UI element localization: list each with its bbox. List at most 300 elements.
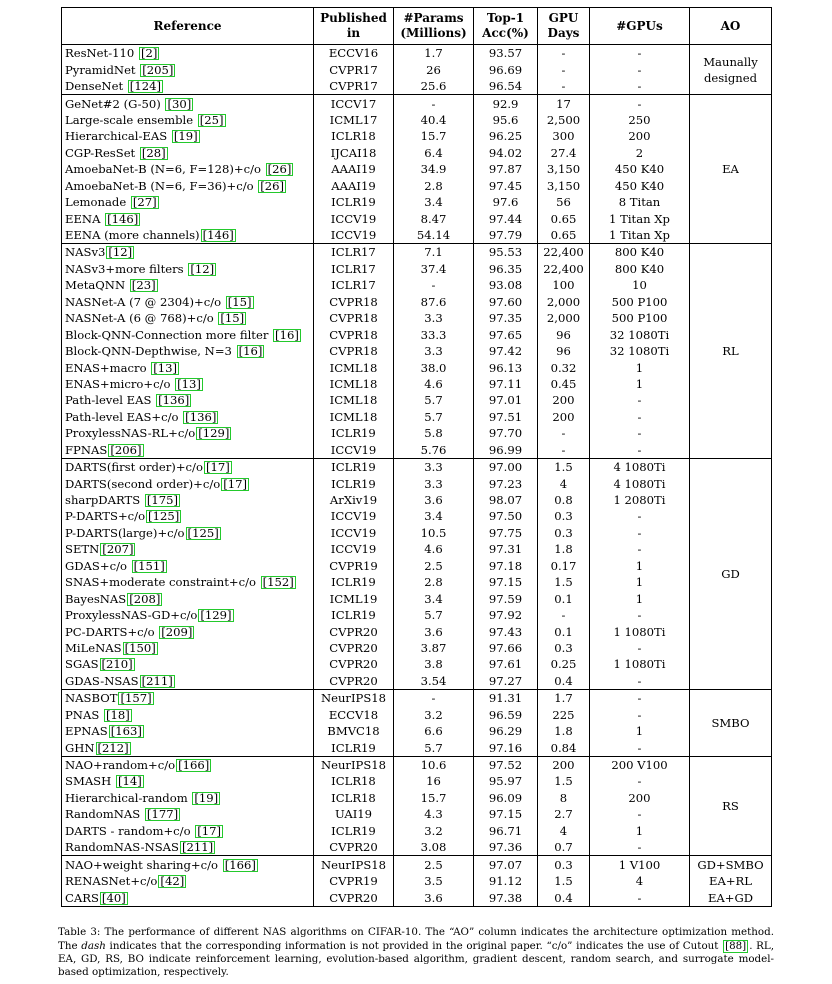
gpus-cell: - bbox=[590, 889, 690, 906]
params-cell: 3.2 bbox=[394, 823, 474, 839]
citation-link[interactable]: [15] bbox=[220, 311, 245, 326]
gpus-cell: 1 bbox=[590, 590, 690, 606]
gpus-cell: - bbox=[590, 773, 690, 789]
params-cell: 3.3 bbox=[394, 343, 474, 359]
gpus-cell: 32 1080Ti bbox=[590, 343, 690, 359]
table-row bbox=[62, 790, 772, 806]
gpu-days-cell: 0.17 bbox=[538, 558, 590, 574]
published-cell: NeurIPS18 bbox=[314, 756, 394, 773]
gpu-days-cell: 1.5 bbox=[538, 458, 590, 475]
citation-link[interactable]: [152] bbox=[262, 575, 294, 590]
published-cell: ICML18 bbox=[314, 409, 394, 425]
gpu-days-cell: 1.8 bbox=[538, 723, 590, 739]
table-row bbox=[62, 178, 772, 194]
params-cell: 3.4 bbox=[394, 590, 474, 606]
published-cell: AAAI19 bbox=[314, 161, 394, 177]
reference-cell bbox=[62, 244, 314, 261]
table-row bbox=[62, 326, 772, 342]
gpus-cell: - bbox=[590, 95, 690, 112]
accuracy-cell: 97.27 bbox=[474, 673, 538, 690]
citation-link[interactable]: [125] bbox=[148, 509, 180, 524]
gpus-cell: 1 bbox=[590, 558, 690, 574]
gpu-days-cell: 0.45 bbox=[538, 376, 590, 392]
reference-cell bbox=[62, 806, 314, 822]
citation-link[interactable]: [18] bbox=[105, 707, 130, 722]
table-row bbox=[62, 839, 772, 856]
method-name: GeNet#2 (G-50) bbox=[65, 96, 165, 111]
reference-cell bbox=[62, 541, 314, 557]
table-row bbox=[62, 244, 772, 261]
params-cell: 3.87 bbox=[394, 640, 474, 656]
reference-cell bbox=[62, 145, 314, 161]
reference-cell bbox=[62, 839, 314, 856]
gpu-days-cell: - bbox=[538, 78, 590, 95]
citation-link[interactable]: [124] bbox=[129, 79, 161, 94]
published-cell: BMVC18 bbox=[314, 723, 394, 739]
gpu-days-cell: 0.1 bbox=[538, 590, 590, 606]
method-name: SNAS+moderate constraint+c/o bbox=[65, 575, 260, 590]
params-cell: 16 bbox=[394, 773, 474, 789]
gpus-cell: - bbox=[590, 541, 690, 557]
reference-cell bbox=[62, 739, 314, 756]
accuracy-cell: 97.31 bbox=[474, 541, 538, 557]
accuracy-cell: 97.00 bbox=[474, 458, 538, 475]
published-cell: ICML19 bbox=[314, 590, 394, 606]
published-cell: ICLR19 bbox=[314, 574, 394, 590]
table-row bbox=[62, 690, 772, 707]
gpu-days-cell: 4 bbox=[538, 475, 590, 491]
reference-cell bbox=[62, 78, 314, 95]
citation-link[interactable]: [208] bbox=[129, 591, 161, 606]
citation-link[interactable]: [210] bbox=[101, 657, 133, 672]
published-cell: ICLR17 bbox=[314, 261, 394, 277]
accuracy-cell: 97.66 bbox=[474, 640, 538, 656]
params-cell: 3.6 bbox=[394, 889, 474, 906]
accuracy-cell: 97.87 bbox=[474, 161, 538, 177]
citation-link[interactable]: [14] bbox=[117, 774, 142, 789]
table-row bbox=[62, 409, 772, 425]
params-cell: 10.6 bbox=[394, 756, 474, 773]
table-row bbox=[62, 112, 772, 128]
table-header-row bbox=[62, 8, 772, 45]
gpus-cell: 1 Titan Xp bbox=[590, 227, 690, 244]
gpus-cell: 200 bbox=[590, 128, 690, 144]
gpus-cell: 32 1080Ti bbox=[590, 326, 690, 342]
table-row bbox=[62, 458, 772, 475]
table-row bbox=[62, 756, 772, 773]
citation-link[interactable]: [146] bbox=[107, 211, 139, 226]
gpus-cell: - bbox=[590, 508, 690, 524]
citation-link[interactable]: [205] bbox=[142, 62, 174, 77]
accuracy-cell: 97.44 bbox=[474, 210, 538, 226]
gpus-cell: 1 bbox=[590, 359, 690, 375]
params-cell: 3.54 bbox=[394, 673, 474, 690]
accuracy-cell: 92.9 bbox=[474, 95, 538, 112]
params-cell: 3.3 bbox=[394, 475, 474, 491]
reference-cell bbox=[62, 773, 314, 789]
citation-link[interactable]: [12] bbox=[190, 261, 215, 276]
accuracy-cell: 96.59 bbox=[474, 707, 538, 723]
gpu-days-cell: - bbox=[538, 442, 590, 459]
params-cell: 38.0 bbox=[394, 359, 474, 375]
method-name: EENA bbox=[65, 211, 105, 226]
published-cell: ICLR19 bbox=[314, 475, 394, 491]
gpus-cell: 1 1080Ti bbox=[590, 656, 690, 672]
gpus-cell: - bbox=[590, 640, 690, 656]
published-cell: CVPR18 bbox=[314, 326, 394, 342]
published-cell: ICML18 bbox=[314, 392, 394, 408]
table-row bbox=[62, 873, 772, 889]
method-name: PyramidNet bbox=[65, 62, 140, 77]
published-cell: CVPR19 bbox=[314, 873, 394, 889]
published-cell: CVPR18 bbox=[314, 343, 394, 359]
published-cell: ICCV19 bbox=[314, 227, 394, 244]
accuracy-cell: 97.60 bbox=[474, 294, 538, 310]
params-cell: 40.4 bbox=[394, 112, 474, 128]
caption-part-1: Table 3: The performance of different NAS algorithms on CIFAR-10. The “AO” column indicates the architecture optimization method. The bbox=[58, 926, 774, 952]
citation-link[interactable]: [23] bbox=[131, 278, 156, 293]
published-cell: ICCV19 bbox=[314, 541, 394, 557]
params-cell: 3.2 bbox=[394, 707, 474, 723]
table-row bbox=[62, 806, 772, 822]
accuracy-cell: 97.43 bbox=[474, 623, 538, 639]
accuracy-cell: 96.71 bbox=[474, 823, 538, 839]
reference-cell bbox=[62, 95, 314, 112]
caption-part-3: . RL, EA, GD, RS, BO indicate reinforcement learning, evolution-based algorithm, gradient descent, random search, and surrogate model-based optimization, respectively. bbox=[58, 939, 774, 978]
citation-link[interactable]: [17] bbox=[205, 460, 230, 475]
citation-link[interactable]: [17] bbox=[197, 823, 222, 838]
citation-link[interactable]: [209] bbox=[161, 624, 193, 639]
table-row bbox=[62, 739, 772, 756]
header-params: #Params (Millions) bbox=[394, 8, 474, 45]
citation-link[interactable]: [129] bbox=[198, 426, 230, 441]
citation-link[interactable]: [151] bbox=[133, 558, 165, 573]
citation-link[interactable]: [163] bbox=[110, 724, 142, 739]
accuracy-cell: 91.12 bbox=[474, 873, 538, 889]
citation-link[interactable]: [19] bbox=[173, 129, 198, 144]
published-cell: ICLR18 bbox=[314, 790, 394, 806]
params-cell: - bbox=[394, 95, 474, 112]
citation-link[interactable]: [40] bbox=[101, 890, 126, 905]
method-name: ENAS+micro+c/o bbox=[65, 376, 175, 391]
accuracy-cell: 93.57 bbox=[474, 45, 538, 62]
table-row bbox=[62, 425, 772, 441]
accuracy-cell: 97.38 bbox=[474, 889, 538, 906]
header-ao: AO bbox=[690, 8, 772, 45]
citation-link[interactable]: [146] bbox=[202, 228, 234, 243]
accuracy-cell: 97.35 bbox=[474, 310, 538, 326]
table-row bbox=[62, 856, 772, 873]
gpus-cell: 800 K40 bbox=[590, 244, 690, 261]
published-cell: ICLR19 bbox=[314, 823, 394, 839]
published-cell: ICCV19 bbox=[314, 442, 394, 459]
gpu-days-cell: 0.84 bbox=[538, 739, 590, 756]
table-row bbox=[62, 294, 772, 310]
published-cell: ICLR19 bbox=[314, 425, 394, 441]
gpu-days-cell: 22,400 bbox=[538, 244, 590, 261]
method-name: Block-QNN-Connection more filter bbox=[65, 327, 273, 342]
gpus-cell: 250 bbox=[590, 112, 690, 128]
gpu-days-cell: - bbox=[538, 425, 590, 441]
citation-link[interactable]: [25] bbox=[199, 112, 224, 127]
method-name: CGP-ResSet bbox=[65, 145, 139, 160]
gpu-days-cell: 96 bbox=[538, 343, 590, 359]
published-cell: CVPR18 bbox=[314, 310, 394, 326]
gpu-days-cell: 56 bbox=[538, 194, 590, 210]
gpu-days-cell: 2,500 bbox=[538, 112, 590, 128]
gpu-days-cell: 3,150 bbox=[538, 161, 590, 177]
table-row bbox=[62, 823, 772, 839]
gpu-days-cell: 300 bbox=[538, 128, 590, 144]
method-name: DARTS(second order)+c/o bbox=[65, 476, 221, 491]
gpus-cell: 200 V100 bbox=[590, 756, 690, 773]
method-name: SGAS bbox=[65, 657, 99, 672]
method-name: NASNet-A (6 @ 768)+c/o bbox=[65, 311, 218, 326]
reference-cell bbox=[62, 343, 314, 359]
accuracy-cell: 95.53 bbox=[474, 244, 538, 261]
method-name: DenseNet bbox=[65, 79, 127, 94]
gpu-days-cell: 225 bbox=[538, 707, 590, 723]
gpus-cell: - bbox=[590, 525, 690, 541]
accuracy-cell: 96.25 bbox=[474, 128, 538, 144]
gpu-days-cell: 1.8 bbox=[538, 541, 590, 557]
gpu-days-cell: 8 bbox=[538, 790, 590, 806]
gpus-cell: 1 2080Ti bbox=[590, 492, 690, 508]
method-name: P-DARTS(large)+c/o bbox=[65, 525, 185, 540]
gpu-days-cell: 0.65 bbox=[538, 210, 590, 226]
caption-citation-link[interactable]: [88] bbox=[725, 939, 747, 952]
published-cell: ICCV19 bbox=[314, 508, 394, 524]
gpus-cell: - bbox=[590, 61, 690, 77]
gpu-days-cell: 100 bbox=[538, 277, 590, 293]
gpus-cell: - bbox=[590, 409, 690, 425]
accuracy-cell: 97.6 bbox=[474, 194, 538, 210]
citation-link[interactable]: [16] bbox=[275, 327, 299, 342]
citation-link[interactable]: [28] bbox=[141, 145, 166, 160]
params-cell: 5.7 bbox=[394, 409, 474, 425]
table-row bbox=[62, 310, 772, 326]
citation-link[interactable]: [166] bbox=[178, 758, 210, 773]
table-row bbox=[62, 277, 772, 293]
method-name: NAO+weight sharing+c/o bbox=[65, 857, 222, 872]
gpus-cell: 4 1080Ti bbox=[590, 475, 690, 491]
citation-link[interactable]: [27] bbox=[132, 195, 157, 210]
citation-link[interactable]: [157] bbox=[120, 691, 152, 706]
accuracy-cell: 95.6 bbox=[474, 112, 538, 128]
accuracy-cell: 96.54 bbox=[474, 78, 538, 95]
published-cell: CVPR17 bbox=[314, 78, 394, 95]
citation-link[interactable]: [42] bbox=[160, 874, 185, 889]
citation-link[interactable]: [16] bbox=[238, 344, 263, 359]
ao-group-cell: SMBO bbox=[690, 690, 772, 757]
method-name: PC-DARTS+c/o bbox=[65, 624, 159, 639]
citation-link[interactable]: [136] bbox=[185, 409, 217, 424]
published-cell: CVPR19 bbox=[314, 558, 394, 574]
method-name: AmoebaNet-B (N=6, F=128)+c/o bbox=[65, 162, 265, 177]
params-cell: 3.3 bbox=[394, 310, 474, 326]
method-name: Path-level EAS bbox=[65, 393, 156, 408]
reference-cell bbox=[62, 873, 314, 889]
table-row bbox=[62, 359, 772, 375]
gpus-cell: 500 P100 bbox=[590, 294, 690, 310]
gpu-days-cell: 0.25 bbox=[538, 656, 590, 672]
reference-cell bbox=[62, 656, 314, 672]
gpus-cell: - bbox=[590, 707, 690, 723]
table-row bbox=[62, 261, 772, 277]
method-name: RandomNAS-NSAS bbox=[65, 840, 179, 855]
gpus-cell: - bbox=[590, 392, 690, 408]
params-cell: 25.6 bbox=[394, 78, 474, 95]
method-name: FPNAS bbox=[65, 442, 108, 457]
gpus-cell: 1 1080Ti bbox=[590, 623, 690, 639]
citation-link[interactable]: [26] bbox=[260, 178, 285, 193]
published-cell: UAI19 bbox=[314, 806, 394, 822]
published-cell: ICML17 bbox=[314, 112, 394, 128]
gpu-days-cell: 27.4 bbox=[538, 145, 590, 161]
method-name: Large-scale ensemble bbox=[65, 112, 197, 127]
published-cell: ICLR17 bbox=[314, 277, 394, 293]
gpus-cell: - bbox=[590, 78, 690, 95]
accuracy-cell: 93.08 bbox=[474, 277, 538, 293]
gpus-cell: 2 bbox=[590, 145, 690, 161]
table-row bbox=[62, 574, 772, 590]
params-cell: 3.4 bbox=[394, 194, 474, 210]
published-cell: AAAI19 bbox=[314, 178, 394, 194]
published-cell: ECCV18 bbox=[314, 707, 394, 723]
method-name: SMASH bbox=[65, 774, 115, 789]
gpu-days-cell: 0.32 bbox=[538, 359, 590, 375]
accuracy-cell: 94.02 bbox=[474, 145, 538, 161]
citation-link[interactable]: [19] bbox=[194, 790, 219, 805]
published-cell: ICML18 bbox=[314, 376, 394, 392]
params-cell: 6.6 bbox=[394, 723, 474, 739]
accuracy-cell: 96.69 bbox=[474, 61, 538, 77]
citation-link[interactable]: [17] bbox=[223, 476, 248, 491]
citation-link[interactable]: [30] bbox=[167, 96, 192, 111]
header-published: Published in bbox=[314, 8, 394, 45]
gpu-days-cell: 0.3 bbox=[538, 640, 590, 656]
citation-link[interactable]: [177] bbox=[146, 807, 179, 822]
gpus-cell: - bbox=[590, 442, 690, 459]
accuracy-cell: 97.50 bbox=[474, 508, 538, 524]
published-cell: NeurIPS18 bbox=[314, 690, 394, 707]
gpu-days-cell: 4 bbox=[538, 823, 590, 839]
citation-link[interactable]: [12] bbox=[108, 245, 133, 260]
params-cell: 87.6 bbox=[394, 294, 474, 310]
table-row bbox=[62, 442, 772, 459]
method-name: P-DARTS+c/o bbox=[65, 509, 146, 524]
gpus-cell: 1 bbox=[590, 723, 690, 739]
citation-link[interactable]: [150] bbox=[124, 640, 156, 655]
method-name: GDAS+c/o bbox=[65, 558, 131, 573]
ao-group-cell: Maunally designed bbox=[690, 45, 772, 95]
reference-cell bbox=[62, 310, 314, 326]
method-name: RandomNAS bbox=[65, 807, 144, 822]
citation-link[interactable]: [206] bbox=[110, 442, 142, 457]
citation-link[interactable]: [15] bbox=[227, 294, 252, 309]
published-cell: ICLR19 bbox=[314, 739, 394, 756]
params-cell: 4.3 bbox=[394, 806, 474, 822]
published-cell: ICLR17 bbox=[314, 244, 394, 261]
params-cell: 3.8 bbox=[394, 656, 474, 672]
gpus-cell: 10 bbox=[590, 277, 690, 293]
method-name: BayesNAS bbox=[65, 591, 127, 606]
table-row bbox=[62, 145, 772, 161]
gpu-days-cell: 200 bbox=[538, 756, 590, 773]
reference-cell bbox=[62, 723, 314, 739]
params-cell: 8.47 bbox=[394, 210, 474, 226]
accuracy-cell: 97.45 bbox=[474, 178, 538, 194]
accuracy-cell: 97.42 bbox=[474, 343, 538, 359]
gpu-days-cell: 1.5 bbox=[538, 574, 590, 590]
reference-cell bbox=[62, 359, 314, 375]
params-cell: 34.9 bbox=[394, 161, 474, 177]
accuracy-cell: 97.65 bbox=[474, 326, 538, 342]
gpu-days-cell: 0.7 bbox=[538, 839, 590, 856]
reference-cell bbox=[62, 277, 314, 293]
citation-link[interactable]: [175] bbox=[146, 493, 179, 508]
citation-link[interactable]: [166] bbox=[224, 857, 256, 872]
params-cell: 3.5 bbox=[394, 873, 474, 889]
citation-link[interactable]: [13] bbox=[153, 360, 178, 375]
citation-link[interactable]: [212] bbox=[97, 740, 129, 755]
accuracy-cell: 97.36 bbox=[474, 839, 538, 856]
ao-group-cell: RS bbox=[690, 756, 772, 856]
params-cell: - bbox=[394, 690, 474, 707]
citation-link[interactable]: [129] bbox=[200, 608, 232, 623]
accuracy-cell: 97.15 bbox=[474, 574, 538, 590]
reference-cell bbox=[62, 112, 314, 128]
gpu-days-cell: 200 bbox=[538, 392, 590, 408]
gpus-cell: - bbox=[590, 690, 690, 707]
params-cell: 2.5 bbox=[394, 856, 474, 873]
published-cell: CVPR20 bbox=[314, 623, 394, 639]
params-cell: 15.7 bbox=[394, 790, 474, 806]
method-name: DARTS(first order)+c/o bbox=[65, 460, 203, 475]
params-cell: 5.8 bbox=[394, 425, 474, 441]
reference-cell bbox=[62, 673, 314, 690]
citation-link[interactable]: [211] bbox=[141, 673, 173, 688]
accuracy-cell: 97.16 bbox=[474, 739, 538, 756]
params-cell: 26 bbox=[394, 61, 474, 77]
reference-cell bbox=[62, 475, 314, 491]
citation-link[interactable]: [211] bbox=[181, 840, 214, 855]
accuracy-cell: 97.79 bbox=[474, 227, 538, 244]
citation-link[interactable]: [13] bbox=[177, 376, 201, 391]
published-cell: CVPR20 bbox=[314, 640, 394, 656]
published-cell: CVPR20 bbox=[314, 673, 394, 690]
method-name: ResNet-110 bbox=[65, 46, 138, 61]
published-cell: NeurIPS18 bbox=[314, 856, 394, 873]
method-name: Hierarchical-random bbox=[65, 790, 192, 805]
gpu-days-cell: 0.4 bbox=[538, 673, 590, 690]
accuracy-cell: 97.61 bbox=[474, 656, 538, 672]
citation-link[interactable]: [125] bbox=[187, 525, 219, 540]
table-row bbox=[62, 95, 772, 112]
reference-cell bbox=[62, 607, 314, 623]
params-cell: 37.4 bbox=[394, 261, 474, 277]
citation-link[interactable]: [136] bbox=[158, 393, 190, 408]
table-caption bbox=[58, 926, 774, 979]
citation-link[interactable]: [207] bbox=[102, 542, 134, 557]
reference-cell bbox=[62, 508, 314, 524]
citation-link[interactable]: [26] bbox=[267, 162, 292, 177]
citation-link[interactable]: [2] bbox=[140, 46, 158, 61]
params-cell: 7.1 bbox=[394, 244, 474, 261]
params-cell: 6.4 bbox=[394, 145, 474, 161]
published-cell: ICCV17 bbox=[314, 95, 394, 112]
method-name: MiLeNAS bbox=[65, 640, 122, 655]
